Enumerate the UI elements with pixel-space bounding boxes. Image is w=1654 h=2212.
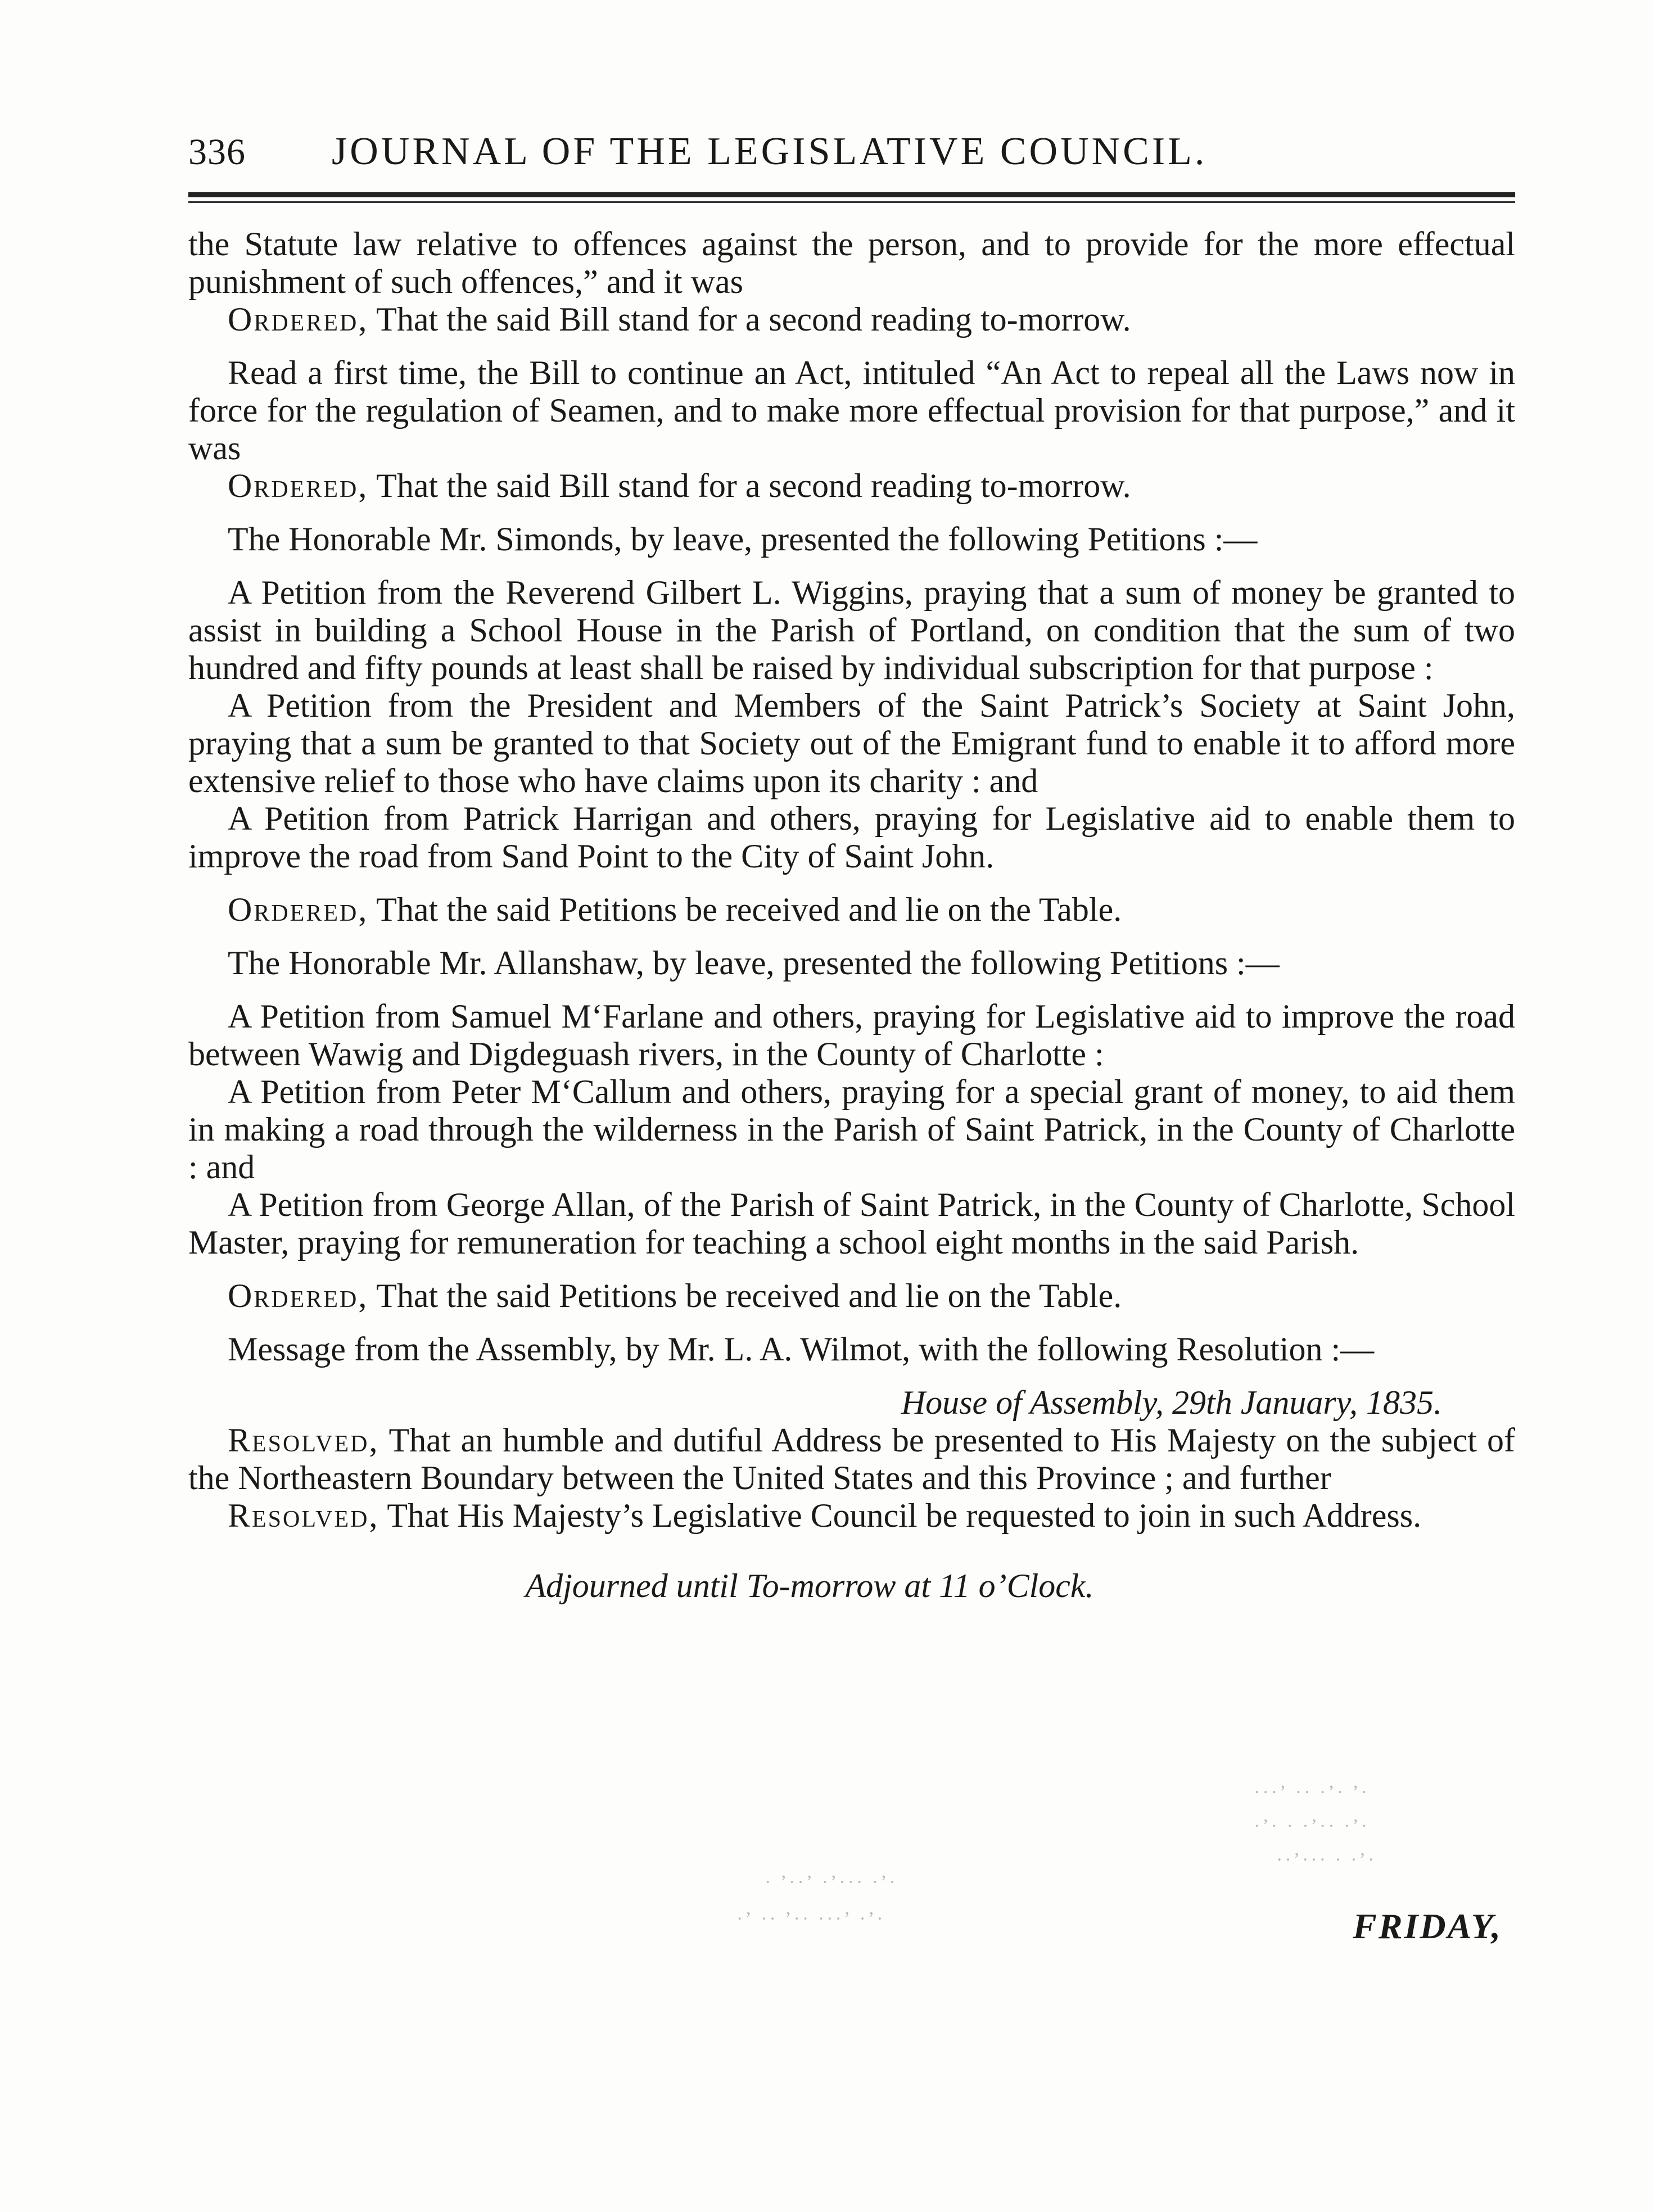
running-title: JOURNAL OF THE LEGISLATIVE COUNCIL.	[332, 130, 1208, 173]
header-rule	[188, 192, 1515, 197]
resolution-paragraph: Resolved, That an humble and dutiful Address be presented to His Majesty on the subject of the Northeastern Boundary between the United States and this Province ; and further	[188, 1422, 1515, 1496]
petition-paragraph: A Petition from Peter M‘Callum and others, praying for a special grant of money, to aid them in making a road through the wilderness in the Parish of Saint Patrick, in the County of Charlotte : and	[188, 1073, 1515, 1186]
bleed-through-text: ··ʼ··· · ·ʼ·	[1276, 1849, 1377, 1870]
adjournment-line: Adjourned until To-morrow at 11 o’Clock.	[525, 1567, 1094, 1604]
paragraph: Message from the Assembly, by Mr. L. A. Wilmot, with the following Resolution :—	[228, 1331, 1375, 1368]
ordered-paragraph: Ordered, That the said Bill stand for a second reading to-morrow.	[228, 467, 1131, 504]
petition-paragraph: A Petition from Patrick Harrigan and others, praying for Legislative aid to enable them to improve the road from Sand Point to the City of Saint John.	[188, 800, 1515, 875]
petition-paragraph: A Petition from the President and Members of the Saint Patrick’s Society at Saint John, praying that a sum be granted to that Society out of the Emigrant fund to enable it to afford more extensive relief to those who have claims upon its charity : and	[188, 687, 1515, 799]
dateline: House of Assembly, 29th January, 1835.	[901, 1384, 1442, 1421]
ordered-paragraph: Ordered, That the said Petitions be received and lie on the Table.	[228, 891, 1122, 928]
document-page	[188, 129, 1515, 1605]
ordered-label: Ordered,	[228, 467, 369, 504]
header-rule-thin	[188, 201, 1515, 203]
petition-paragraph: A Petition from George Allan, of the Parish of Saint Patrick, in the County of Charlotte, School Master, praying for remuneration for teaching a school eight months in the said Parish.	[188, 1186, 1515, 1261]
paragraph: The Honorable Mr. Allanshaw, by leave, presented the following Petitions :—	[228, 944, 1280, 981]
catchword: FRIDAY,	[1353, 1906, 1502, 1946]
page-number: 336	[188, 132, 246, 173]
paragraph: Read a first time, the Bill to continue an Act, intituled “An Act to repeal all the Laws now in force for the regulation of Seamen, and to make more effectual provision for that purpose,” and it was	[188, 354, 1515, 467]
ordered-paragraph: Ordered, That the said Bill stand for a second reading to-morrow.	[228, 301, 1131, 338]
bleed-through-text: ···ʼ ·· ·ʼ· ʼ·	[1254, 1782, 1370, 1803]
bleed-through-text: · ʼ··ʼ ·ʼ··· ·ʼ·	[765, 1872, 898, 1893]
ordered-paragraph: Ordered, That the said Petitions be received and lie on the Table.	[228, 1277, 1122, 1314]
resolved-label: Resolved,	[228, 1497, 379, 1534]
paragraph: The Honorable Mr. Simonds, by leave, presented the following Petitions :—	[228, 521, 1258, 558]
resolved-label: Resolved,	[228, 1422, 379, 1459]
ordered-label: Ordered,	[228, 891, 369, 928]
body-text	[188, 225, 1515, 1605]
bleed-through-text: ·ʼ· · ·ʼ·· ·ʼ·	[1254, 1816, 1370, 1836]
ordered-label: Ordered,	[228, 301, 369, 338]
bleed-through-text: ·ʼ ·· ʼ·· ···ʼ ·ʼ·	[736, 1908, 885, 1929]
resolution-paragraph: Resolved, That His Majesty’s Legislative Council be requested to join in such Address.	[228, 1497, 1422, 1534]
petition-paragraph: A Petition from the Reverend Gilbert L. Wiggins, praying that a sum of money be granted to assist in building a School House in the Parish of Portland, on condition that the sum of two hundred and fifty pounds at least shall be raised by individual subscription for that purpose :	[188, 574, 1515, 686]
page-header	[188, 129, 1515, 180]
ordered-label: Ordered,	[228, 1277, 369, 1314]
petition-paragraph: A Petition from Samuel M‘Farlane and others, praying for Legislative aid to improve the road between Wawig and Digdeguash rivers, in the County of Charlotte :	[188, 998, 1515, 1073]
paragraph: the Statute law relative to offences against the person, and to provide for the more effectual punishment of such offences,” and it was	[188, 225, 1515, 300]
